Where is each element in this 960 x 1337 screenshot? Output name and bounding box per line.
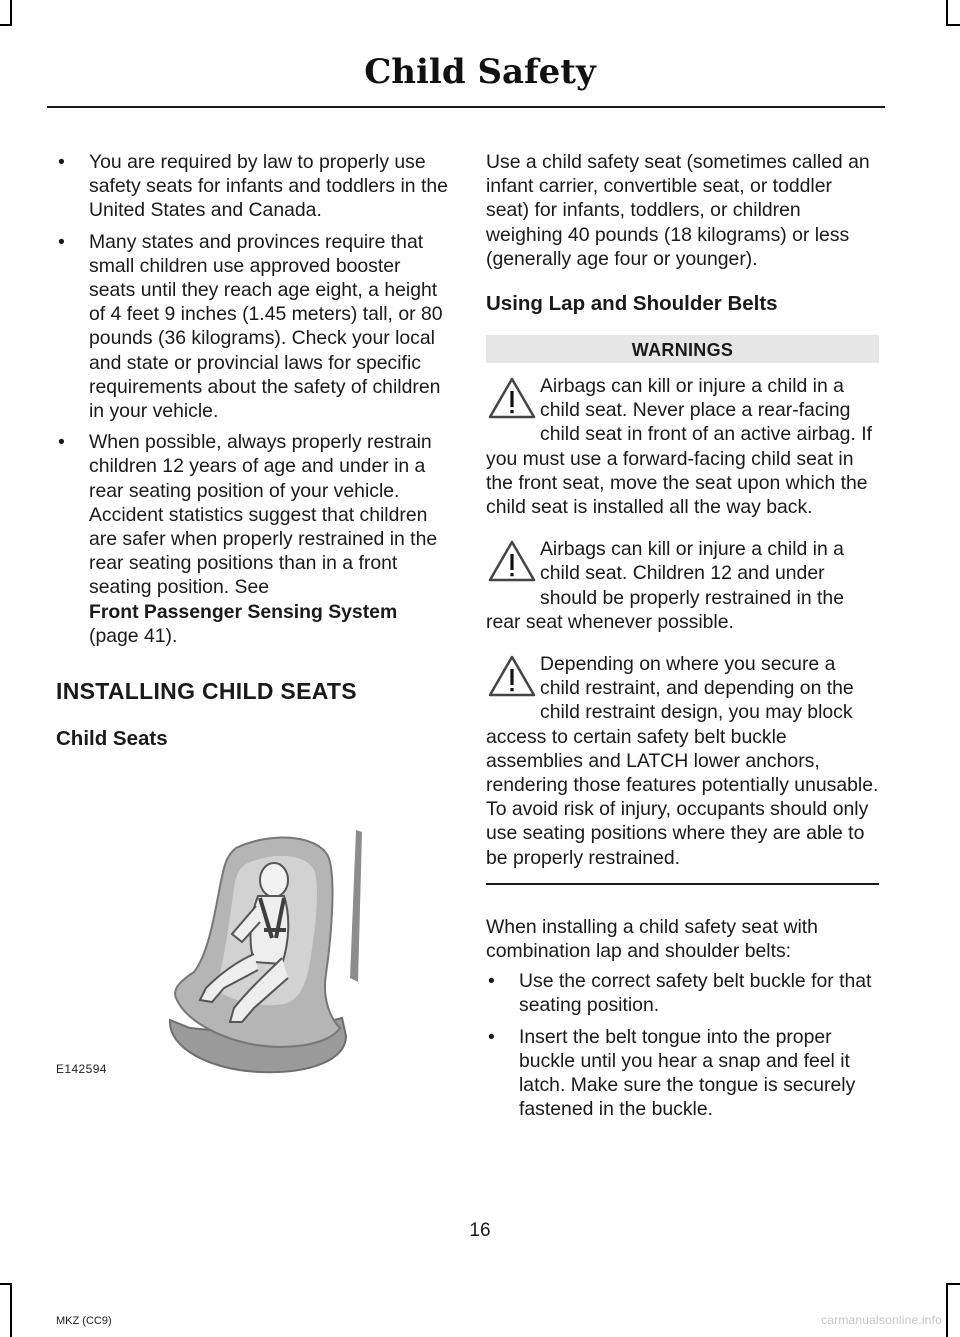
bullet-glyph: • xyxy=(58,151,65,173)
header-rule xyxy=(47,106,885,108)
warning-triangle-icon xyxy=(486,375,540,427)
warning-block xyxy=(486,652,879,870)
left-column xyxy=(56,150,448,754)
bullet-glyph: • xyxy=(58,431,65,454)
seat-belt-strap xyxy=(350,830,362,982)
figure-code: E142594 xyxy=(56,1062,107,1076)
warning-text: Airbags can kill or injure a child in a child seat. Children 12 and under should be properly restrained in the rear seat whenever possible. xyxy=(486,538,844,633)
crop-mark xyxy=(0,1283,12,1285)
bullet-glyph: • xyxy=(58,230,65,253)
model-code: MKZ (CC9) xyxy=(56,1315,112,1327)
warning-triangle-icon xyxy=(486,653,540,705)
crop-mark xyxy=(946,1283,960,1285)
bullet-text: When possible, always properly restrain children 12 years of age and under in a rear seating position of your vehicle. Accident statistics suggest that children are safer when properly restrained in the rear seating positions than in a front seating position. See xyxy=(89,431,438,599)
crop-mark xyxy=(10,0,12,26)
bullet-text: Many states and provinces require that small children use approved booster seats until they reach age eight, a height of 4 feet 9 inches (1.45 meters) tall, or 80 pounds (36 kilograms). Check your local and state or provincial laws for specific requirements about the safety of children in your vehicle. xyxy=(89,230,443,423)
install-intro-paragraph: When installing a child safety seat with combination lap and shoulder belts: xyxy=(486,915,818,963)
list-item xyxy=(486,1025,879,1122)
subheading-child-seats: Child Seats xyxy=(56,727,168,751)
child-seat-illustration xyxy=(150,822,362,1080)
requirements-list xyxy=(56,150,448,648)
warning-block xyxy=(486,374,879,519)
warning-text: Depending on where you secure a child restraint, and depending on the child restraint design, you may block access to certain safety belt buckle assemblies and LATCH lower anchors, rendering those features potentially unusable. To avoid risk of injury, occupants should only use seating positions where they are able to be properly restrained. xyxy=(486,653,879,869)
page-number: 16 xyxy=(469,1220,491,1241)
page-reference: (page 41). xyxy=(89,624,178,647)
list-item xyxy=(56,230,448,424)
cross-reference-link[interactable]: Front Passenger Sensing System xyxy=(89,600,398,623)
section-heading: INSTALLING CHILD SEATS xyxy=(56,678,357,705)
right-column xyxy=(486,150,879,1129)
watermark[interactable]: carmanualsonline.info xyxy=(821,1313,942,1327)
page-title: Child Safety xyxy=(364,52,596,92)
install-steps-list xyxy=(486,969,879,1121)
warning-text: Airbags can kill or injure a child in a child seat. Never place a rear-facing child seat in front of an active airbag. If you must use a forward-facing child seat in the front seat, move the seat upon which the child seat is installed all the way back. xyxy=(486,375,872,519)
crop-mark xyxy=(946,0,948,26)
warnings-title: WARNINGS xyxy=(486,335,879,363)
bullet-text: Use the correct safety belt buckle for that seating position. xyxy=(519,970,872,1017)
bullet-text: Insert the belt tongue into the proper buckle until you hear a snap and feel it latch. Make sure the tongue is securely fastened in the buckle. xyxy=(519,1025,856,1121)
crop-mark xyxy=(0,24,12,26)
crop-mark xyxy=(946,1283,948,1337)
warning-block xyxy=(486,537,879,634)
crop-mark xyxy=(946,24,960,26)
list-item xyxy=(486,969,879,1017)
list-item xyxy=(56,150,448,223)
subheading-lap-shoulder-belts: Using Lap and Shoulder Belts xyxy=(486,292,778,316)
list-item xyxy=(56,430,448,648)
intro-paragraph: Use a child safety seat (sometimes called an infant carrier, convertible seat, or toddler seat) for infants, toddlers, or children weighing 40 pounds (18 kilograms) or less (generally age four or younger). xyxy=(486,151,870,270)
bullet-text: You are required by law to properly use safety seats for infants and toddlers in the United States and Canada. xyxy=(89,151,448,222)
crop-mark xyxy=(10,1283,12,1337)
bullet-glyph: • xyxy=(488,970,495,993)
bullet-glyph: • xyxy=(488,1025,495,1048)
warning-triangle-icon xyxy=(486,538,540,590)
warnings-end-rule xyxy=(486,883,879,885)
